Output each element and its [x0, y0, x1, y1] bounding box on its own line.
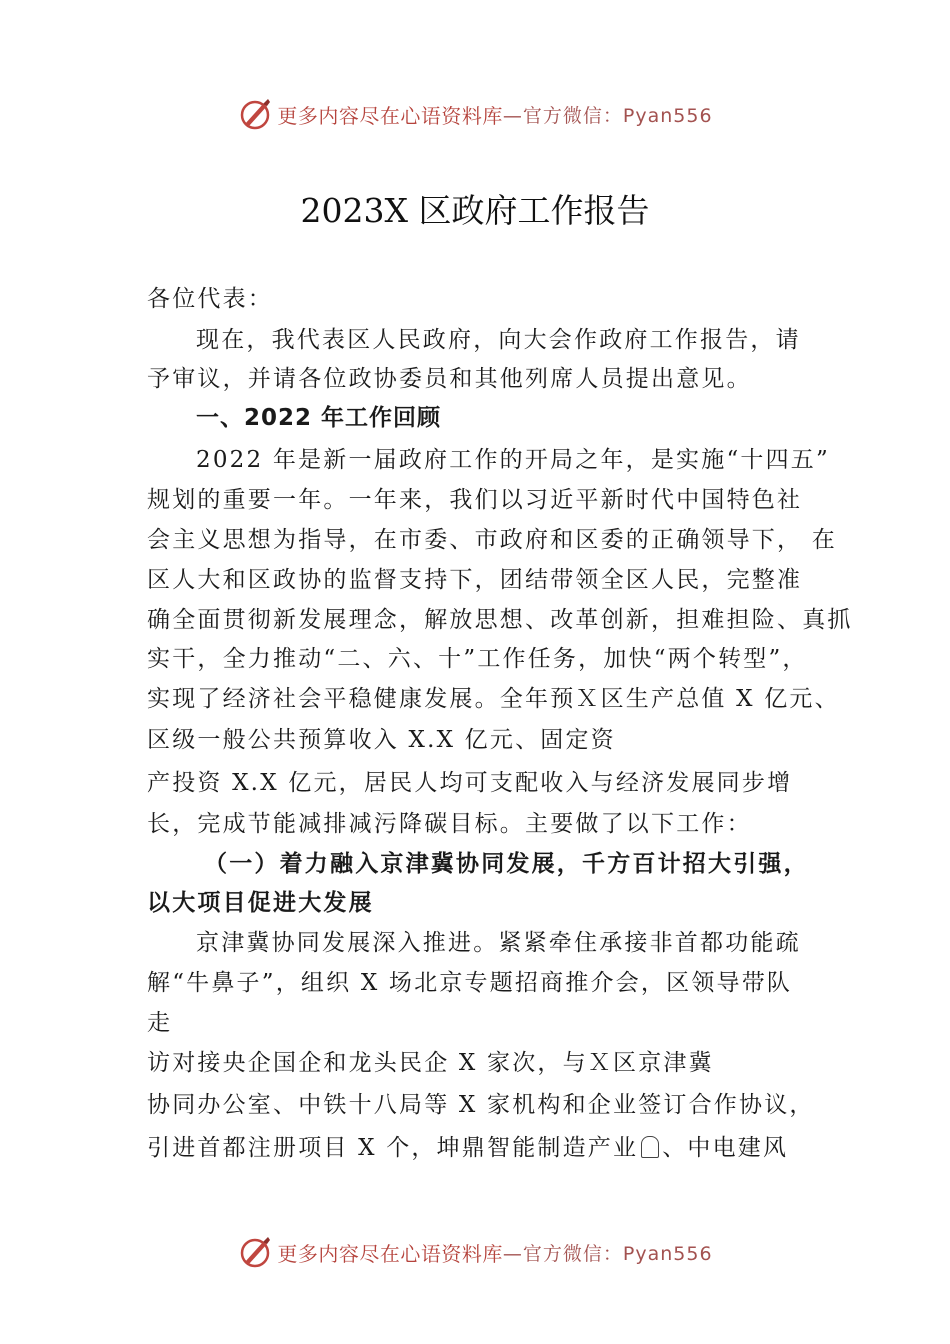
subsection-heading: （一）着力融入京津冀协同发展，千方百计招大引强， — [204, 850, 809, 877]
paragraph-line: 产投资 X.X 亿元，居民人均可支配收入与经济发展同步增 — [147, 770, 793, 796]
paragraph-line: 区级一般公共预算收入 X.X 亿元、固定资 — [147, 727, 616, 753]
paragraph-line: 予审议，并请各位政协委员和其他列席人员提出意见。 — [147, 366, 752, 392]
broken-glyph-icon — [641, 1136, 659, 1158]
watermark-banner-top — [0, 94, 950, 134]
paragraph-line: 区人大和区政协的监督支持下，团结带领全区人民，完整准 — [147, 567, 803, 593]
paragraph-line: 长，完成节能减排减污降碳目标。主要做了以下工作： — [147, 811, 752, 837]
paragraph-line — [147, 1130, 788, 1166]
paragraph-line: 现在，我代表区人民政府，向大会作政府工作报告，请 — [196, 327, 801, 353]
paragraph-line: 确全面贯彻新发展理念，解放思想、改革创新，担难担险、真抓 — [147, 607, 853, 633]
paragraph-line: 解“牛鼻子”，组织 X 场北京专题招商推介会，区领导带队 — [147, 970, 793, 996]
paragraph-line: 实干，全力推动“二、六、十”工作任务，加快“两个转型”， — [147, 646, 808, 672]
paragraph-line: 会主义思想为指导，在市委、市政府和区委的正确领导下， 在 — [147, 527, 837, 553]
brush-logo-icon — [237, 1234, 273, 1270]
paragraph-text: 引进首都注册项目 X 个，坤鼎智能制造产业 — [147, 1135, 639, 1161]
page-title: 2023X 区政府工作报告 — [300, 191, 650, 230]
banner-main-text: 更多内容尽在心语资料库 — [277, 103, 503, 128]
paragraph-line: 实现了经济社会平稳健康发展。全年预Ｘ区生产总值 X 亿元、 — [147, 686, 840, 712]
paragraph-line: 规划的重要一年。一年来，我们以习近平新时代中国特色社 — [147, 487, 803, 513]
banner-wechat-text: —官方微信：Pyan556 — [502, 1242, 713, 1265]
banner-main-text: 更多内容尽在心语资料库 — [277, 1241, 503, 1266]
watermark-banner-bottom — [0, 1232, 950, 1272]
paragraph-line: 2022 年是新一届政府工作的开局之年，是实施“十四五” — [196, 447, 830, 473]
paragraph-text: 、中电建风 — [662, 1135, 789, 1161]
paragraph-line: 走 — [147, 1010, 173, 1036]
paragraph-line: 京津冀协同发展深入推进。紧紧牵住承接非首都功能疏 — [196, 930, 801, 956]
subsection-heading: 以大项目促进大发展 — [147, 889, 374, 916]
salutation: 各位代表： — [147, 286, 273, 312]
section-heading: 一、2022 年工作回顾 — [196, 405, 442, 431]
banner-wechat-text: —官方微信：Pyan556 — [502, 104, 713, 127]
paragraph-line: 访对接央企国企和龙头民企 X 家次，与Ｘ区京津冀 — [147, 1050, 714, 1076]
paragraph-line: 协同办公室、中铁十八局等 X 家机构和企业签订合作协议， — [147, 1092, 815, 1118]
brush-logo-icon — [237, 96, 273, 132]
